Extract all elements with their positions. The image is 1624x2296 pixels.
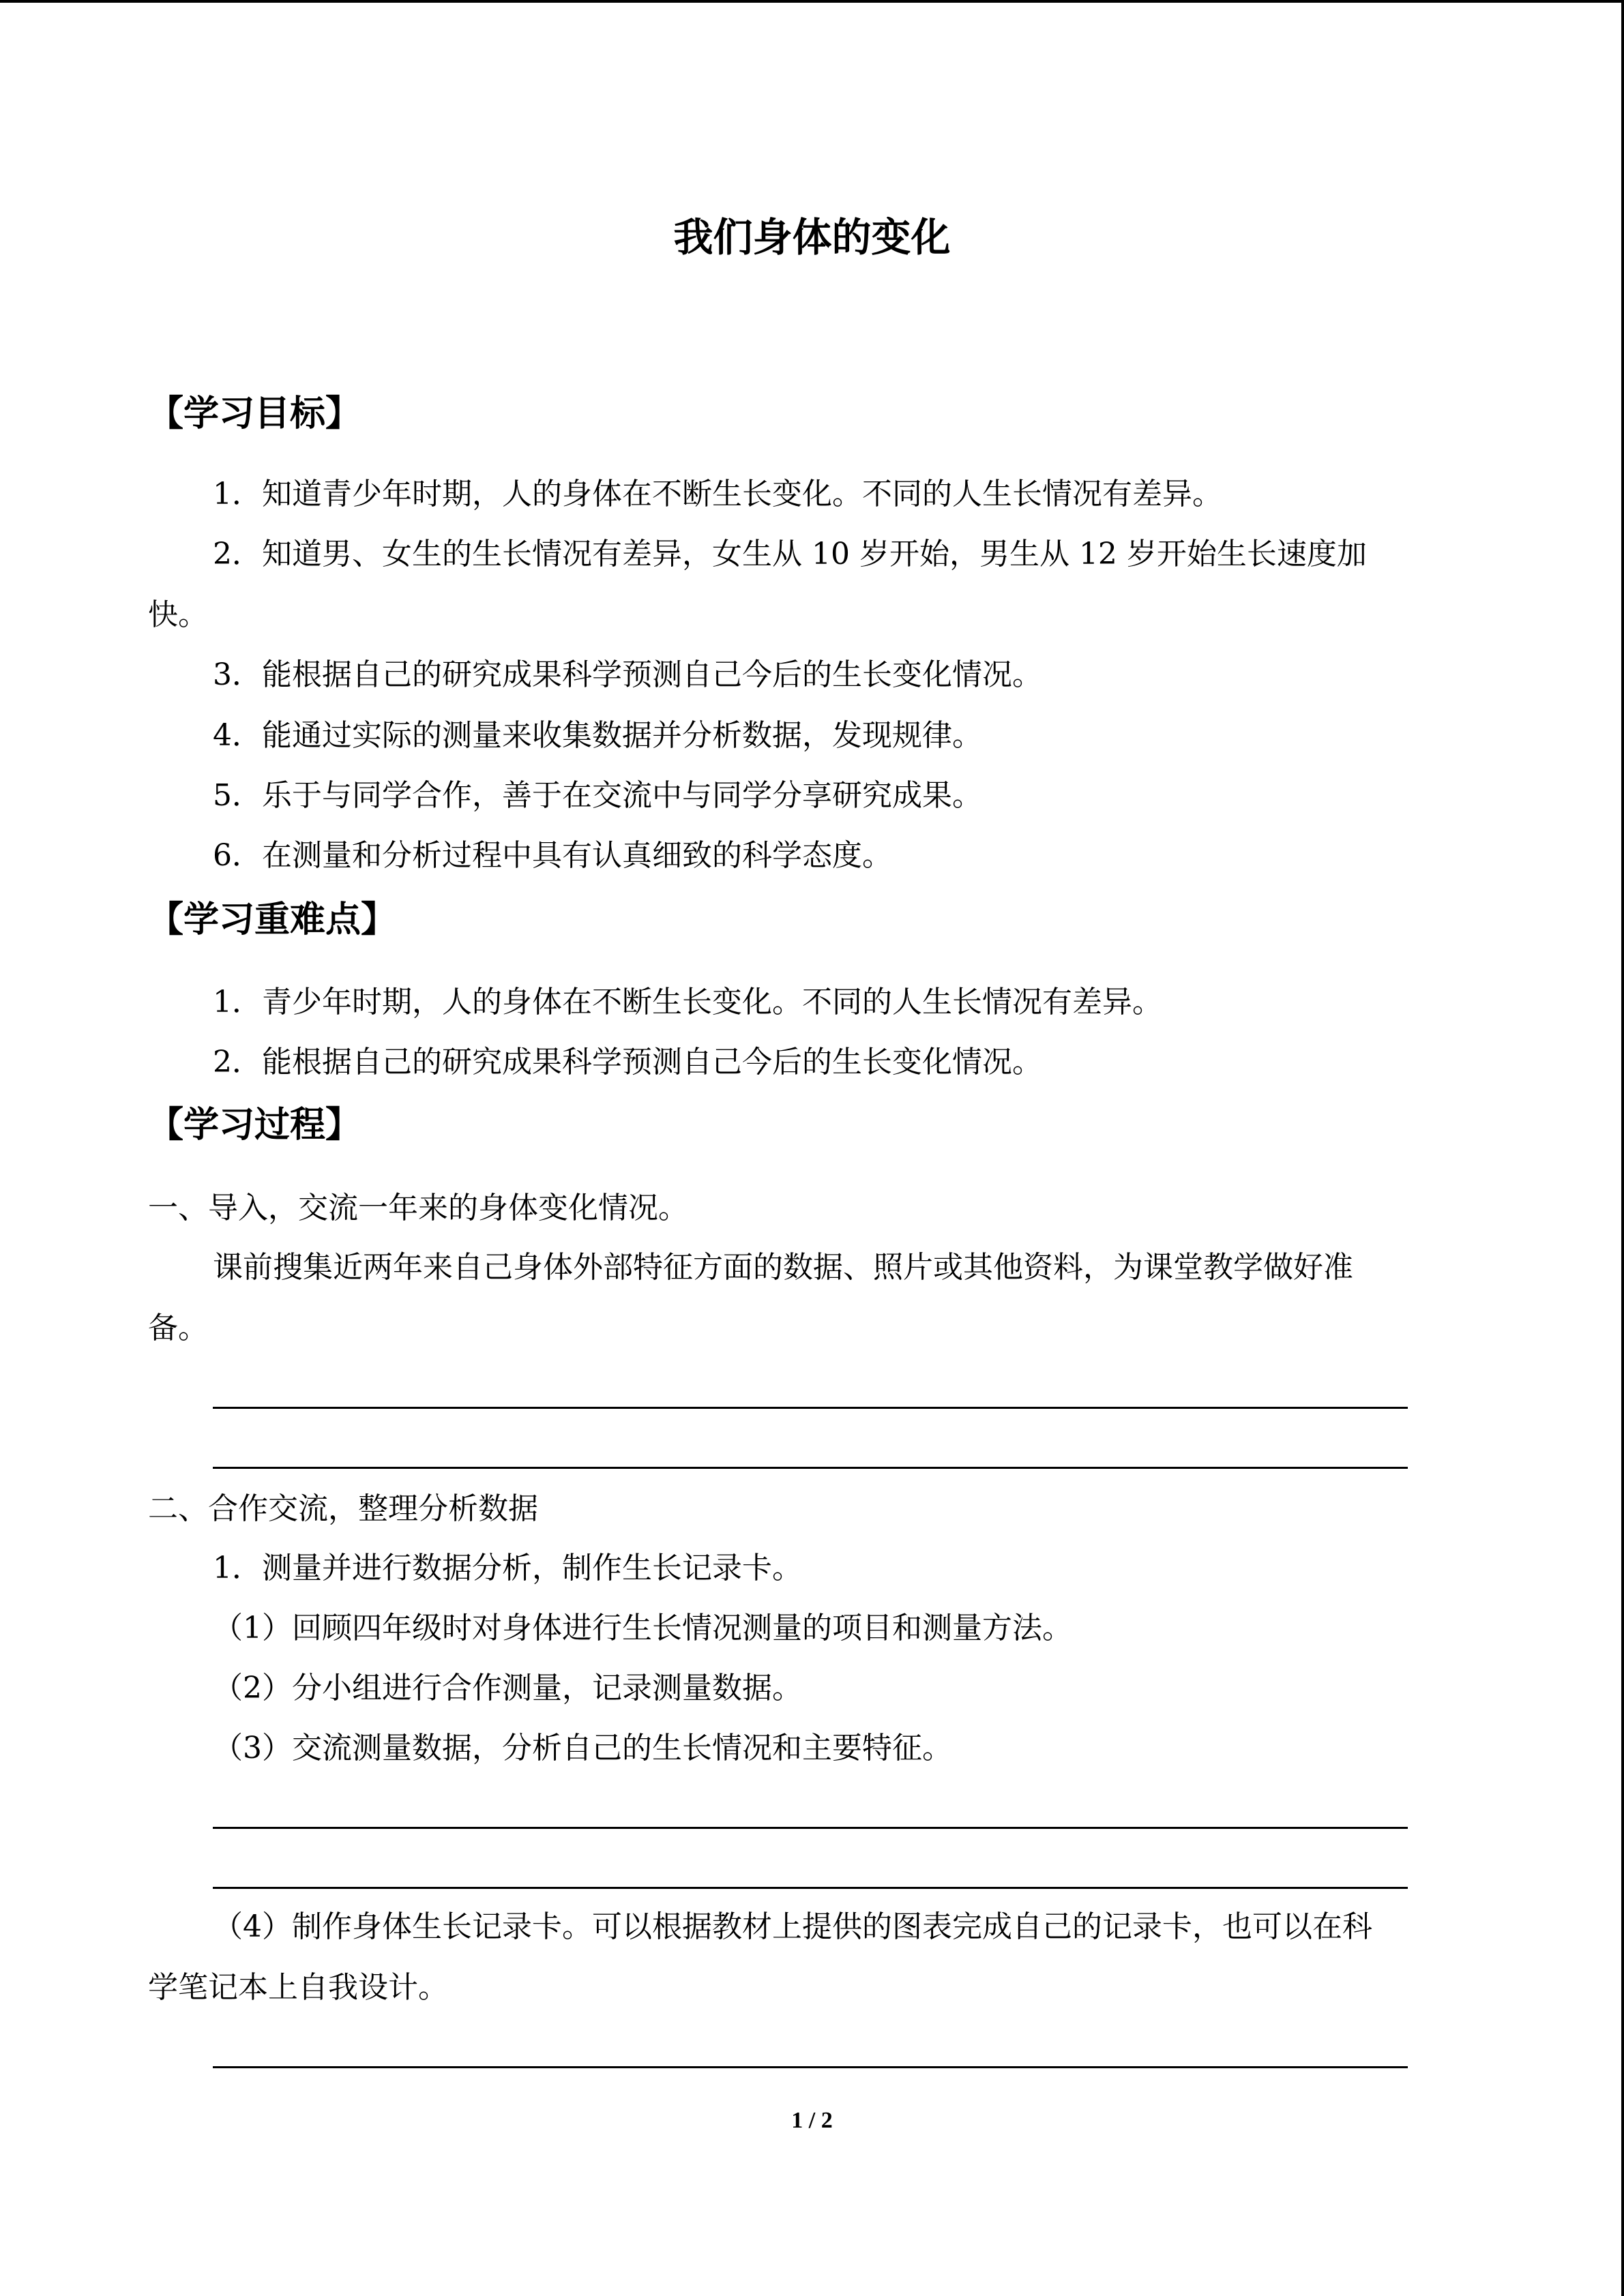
- page-border-right: [1621, 0, 1624, 2296]
- objective-item-2: 2．知道男、女生的生长情况有差异，女生从 10 岁开始，男生从 12 岁开始生长速度加: [213, 537, 1367, 571]
- objective-item-1: 1．知道青少年时期，人的身体在不断生长变化。不同的人生长情况有差异。: [213, 477, 1222, 511]
- key-point-item-1: 1．青少年时期，人的身体在不断生长变化。不同的人生长情况有差异。: [213, 985, 1162, 1019]
- page-border-top: [0, 0, 1624, 3]
- process-part1-title: 一、导入，交流一年来的身体变化情况。: [148, 1191, 688, 1225]
- answer-line: [213, 1827, 1408, 1829]
- answer-line: [213, 1467, 1408, 1469]
- process-part2-sub1: （1）回顾四年级时对身体进行生长情况测量的项目和测量方法。: [213, 1611, 1072, 1645]
- heading-objectives: 【学习目标】: [148, 393, 361, 434]
- heading-process: 【学习过程】: [148, 1105, 361, 1146]
- answer-line: [213, 1887, 1408, 1889]
- process-part2-title: 二、合作交流，整理分析数据: [148, 1491, 538, 1526]
- page-title: 我们身体的变化: [673, 214, 951, 260]
- process-part2-item1: 1．测量并进行数据分析，制作生长记录卡。: [213, 1551, 802, 1585]
- page-number: 1 / 2: [791, 2108, 833, 2133]
- objective-item-5: 5．乐于与同学合作，善于在交流中与同学分享研究成果。: [213, 778, 982, 813]
- objective-item-6: 6．在测量和分析过程中具有认真细致的科学态度。: [213, 838, 892, 873]
- objective-item-3: 3．能根据自己的研究成果科学预测自己今后的生长变化情况。: [213, 657, 1042, 692]
- objective-item-2-cont: 快。: [148, 597, 208, 632]
- process-part2-sub3: （3）交流测量数据，分析自己的生长情况和主要特征。: [213, 1731, 952, 1765]
- answer-line: [213, 2066, 1408, 2068]
- process-part2-sub4: （4）制作身体生长记录卡。可以根据教材上提供的图表完成自己的记录卡，也可以在科: [213, 1909, 1372, 1944]
- heading-key-points: 【学习重难点】: [148, 899, 397, 940]
- process-part2-sub4-cont: 学笔记本上自我设计。: [148, 1970, 448, 2005]
- process-part1-text: 课前搜集近两年来自己身体外部特征方面的数据、照片或其他资料，为课堂教学做好准: [213, 1250, 1353, 1285]
- key-point-item-2: 2．能根据自己的研究成果科学预测自己今后的生长变化情况。: [213, 1045, 1042, 1079]
- process-part1-text-cont: 备。: [148, 1311, 208, 1345]
- objective-item-4: 4．能通过实际的测量来收集数据并分析数据，发现规律。: [213, 718, 982, 753]
- answer-line: [213, 1407, 1408, 1409]
- process-part2-sub2: （2）分小组进行合作测量，记录测量数据。: [213, 1671, 802, 1705]
